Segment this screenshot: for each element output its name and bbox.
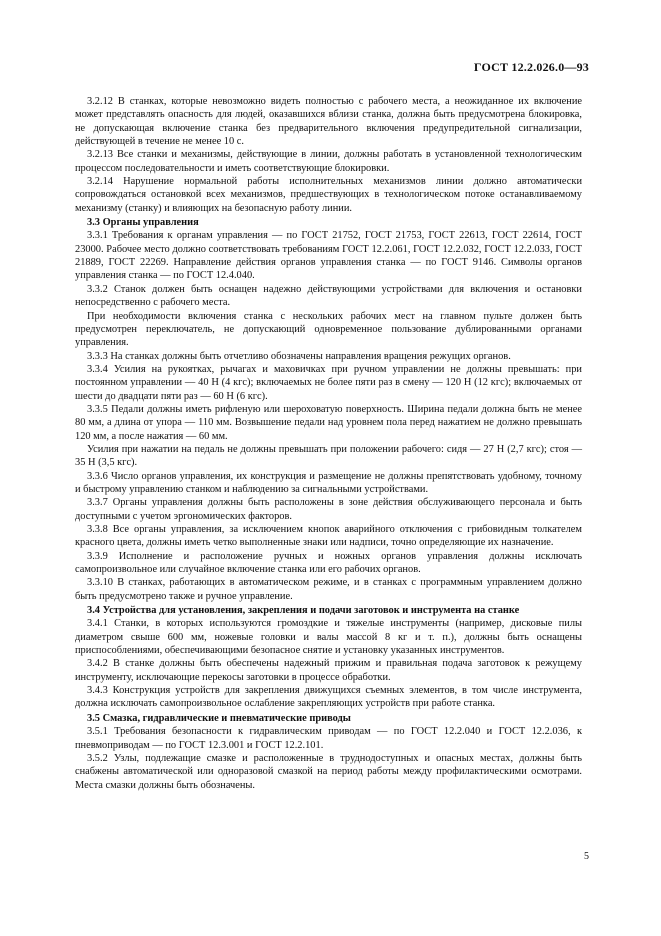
paragraph: 3.3.9 Исполнение и расположение ручных и ножных органов управления должны исключать самопроизвольное или случайное включение станка или его рабочих органов. bbox=[75, 550, 582, 576]
paragraph: 3.3.3 На станках должны быть отчетливо обозначены направления вращения режущих органов. bbox=[87, 350, 511, 362]
section-heading: 3.5 Смазка, гидравлические и пневматические приводы bbox=[87, 712, 351, 724]
paragraph: 3.3.6 Число органов управления, их конструкция и размещение не должны препятствовать удобному, точному и быстрому управлению станком и наблюдению за сигнальными устройствами. bbox=[75, 470, 582, 495]
section-heading: 3.4 Устройства для установления, закрепления и подачи заготовок и инструмента на станке bbox=[87, 605, 520, 617]
paragraph: 3.3.7 Органы управления должны быть расположены в зоне действия обслуживающего персонала и быть доступными с учетом эргономических факторов. bbox=[75, 497, 582, 522]
paragraph: 3.4.2 В станке должны быть обеспечены надежный прижим и правильная подача заготовок к режущему инструменту, исключающие перекосы заготовки в процессе обработки. bbox=[75, 658, 582, 683]
paragraph: 3.3.10 В станках, работающих в автоматическом режиме, и в станках с программным управлением должно быть предусмотрено также и ручное управление. bbox=[75, 577, 582, 602]
paragraph: 3.5.2 Узлы, подлежащие смазке и расположенные в труднодоступных и опасных местах, должны быть снабжены автоматической или одноразовой смазкой на период работы между профилактическими осмотрами. Места смазки должны быть обозначены. bbox=[75, 752, 582, 791]
paragraph: 3.3.5 Педали должны иметь рифленую или шероховатую поверхность. Ширина педали должна быть не менее 80 мм, а длина от упора — 110 мм. Возвышение педали над уровнем пола перед нажатием не должно превышать 120 мм, а после нажатия — 60 мм. bbox=[75, 403, 582, 442]
paragraph: Усилия при нажатии на педаль не должны превышать при положении рабочего: сидя — 27 Н (2,7 кгс); стоя — 35 Н (3,5 кгс). bbox=[75, 443, 582, 469]
section-heading: 3.3 Органы управления bbox=[87, 217, 199, 229]
paragraph: 3.3.1 Требования к органам управления — по ГОСТ 21752, ГОСТ 21753, ГОСТ 22613, ГОСТ 22614, ГОСТ 23000. Рабочее место должно соответствовать требованиям ГОСТ 12.2.061, ГОСТ 12.2.032, ГОСТ 12.2.033, ГОСТ 21889, ГОСТ 22269. Направление действия органов управления станка — по ГОСТ 9146. Символы органов управления станка — по ГОСТ 12.4.040. bbox=[75, 230, 582, 282]
page-number: 5 bbox=[584, 851, 589, 862]
paragraph: 3.3.2 Станок должен быть оснащен надежно действующими устройствами для включения и остановки непосредственно с рабочего места. bbox=[75, 283, 582, 309]
paragraph: 3.2.13 Все станки и механизмы, действующие в линии, должны работать в установленной технологическим процессом последовательности и иметь соответствующие блокировки. bbox=[75, 149, 582, 174]
paragraph: При необходимости включения станка с нескольких рабочих мест на главном пульте должен быть предусмотрен переключатель, не допускающий одновременное пользование дублированными органами управления. bbox=[75, 310, 582, 349]
paragraph: 3.2.14 Нарушение нормальной работы исполнительных механизмов линии должно автоматически сопровождаться остановкой всех механизмов, предшествующих в технологическом потоке останавливаемому механизму (станку) и влияющих на безопасную работу линии. bbox=[75, 176, 582, 214]
paragraph: 3.3.8 Все органы управления, за исключением кнопок аварийного отключения с грибовидным толкателем красного цвета, должны иметь четко выполненные знаки или надписи, точно определяющие их назначение. bbox=[75, 524, 582, 549]
paragraph: 3.4.3 Конструкция устройств для закрепления движущихся съемных элементов, в том числе инструмента, должна исключать самопроизвольное ослабление закрепляющих устройств при работе станка. bbox=[75, 685, 582, 710]
body-text bbox=[75, 95, 582, 792]
paragraph: 3.4.1 Станки, в которых используются громоздкие и тяжелые инструменты (например, дисковые пилы диаметром свыше 600 мм, ножевые головки и валы массой 8 кг и т. п.), должны быть оснащены приспособлениями, обеспечивающими безопасное снятие и установку указанных инструментов. bbox=[75, 618, 582, 657]
running-header: ГОСТ 12.2.026.0—93 bbox=[473, 60, 589, 74]
paragraph: 3.2.12 В станках, которые невозможно видеть полностью с рабочего места, а неожиданное их включение может представлять опасность для людей, оказавшихся вблизи станка, должна быть предусмотрена блокировка, не допускающая включение станка без предварительного включения предупредительной сигнализации, действующей в течение не менее 10 с. bbox=[75, 96, 582, 148]
paragraph: 3.3.4 Усилия на рукоятках, рычагах и маховичках при ручном управлении не должны превышать: при постоянном управлении — 40 Н (4 кгс); включаемых не более пяти раз в смену — 120 Н (12 кгс); включаемых от шести до двадцати пяти раз — 60 Н (6 кгс). bbox=[75, 363, 582, 402]
paragraph: 3.5.1 Требования безопасности к гидравлическим приводам — по ГОСТ 12.2.040 и ГОСТ 12.2.036, к пневмоприводам — по ГОСТ 12.3.001 и ГОСТ 12.2.101. bbox=[75, 726, 582, 751]
